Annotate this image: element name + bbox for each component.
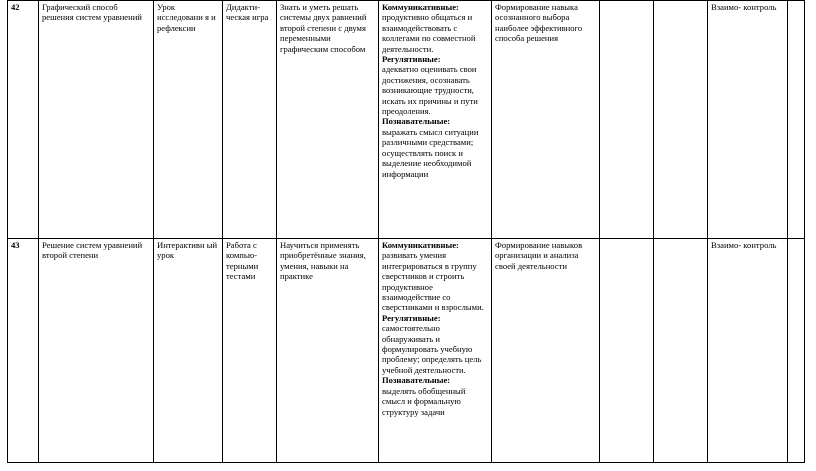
topic-cell: Графический способ решения систем уравнений [39, 1, 154, 239]
table-row [8, 1, 805, 239]
uud-heading: Познавательные: [382, 375, 451, 386]
uud-heading: Регулятивные: [382, 54, 441, 65]
uud-text: адекватно оценивать свои достижения, осознавать возникающие трудности, искать их причины и пути преодоления. [382, 64, 478, 117]
empty-cell [788, 239, 805, 463]
uud-text: выражать смысл ситуации различными средствами; осуществлять поиск и выделение необходимой информации [382, 126, 479, 179]
uud-heading: Регулятивные: [382, 312, 441, 323]
uud-heading: Коммуникативные: [382, 2, 459, 12]
uud-text: развивать умения интегрироваться в группу сверстников и строить продуктивное взаимодействие со сверстниками и взрослыми. [382, 250, 484, 313]
control-cell: Взаимо- контроль [708, 1, 788, 239]
lesson-form-cell: Дидакти- ческая игра [223, 1, 277, 239]
empty-cell [654, 239, 708, 463]
lesson-number-cell: 43 [8, 239, 39, 463]
subject-results-cell: Научиться применять приобретённые знания, умения, навыки на практике [277, 239, 379, 463]
personal-results-cell: Формирование навыков организации и анализа своей деятельности [492, 239, 600, 463]
personal-results-cell: Формирование навыка осознанного выбора наиболее эффективного способа решения [492, 1, 600, 239]
uud-cell [379, 1, 492, 239]
lesson-type-cell: Интерактивн ый урок [154, 239, 223, 463]
lesson-number-cell: 42 [8, 1, 39, 239]
subject-results-cell: Знать и уметь решать системы двух равнений второй степени с двумя переменными графическим способом [277, 1, 379, 239]
uud-cell [379, 239, 492, 463]
lesson-form-cell: Работа с компью- терными тестами [223, 239, 277, 463]
lesson-type-cell: Урок исследовани я и рефлексии [154, 1, 223, 239]
empty-cell [600, 1, 654, 239]
uud-heading: Познавательные: [382, 116, 451, 127]
empty-cell [788, 1, 805, 239]
uud-text: самостоятельно обнаруживать и формулировать учебную проблему; определять цель учебной деятельности. [382, 323, 482, 375]
control-cell: Взаимо- контроль [708, 239, 788, 463]
uud-text: выделять обобщенный смысл и формальную структуру задачи [382, 385, 466, 417]
empty-cell [600, 239, 654, 463]
uud-heading: Коммуникативные: [382, 240, 459, 250]
empty-cell [654, 1, 708, 239]
lesson-plan-table [7, 0, 805, 463]
table-row [8, 239, 805, 463]
topic-cell: Решение систем уравнений второй степени [39, 239, 154, 463]
uud-text: продуктивно общаться и взаимодействовать с коллегами по совместной деятельности. [382, 12, 476, 54]
